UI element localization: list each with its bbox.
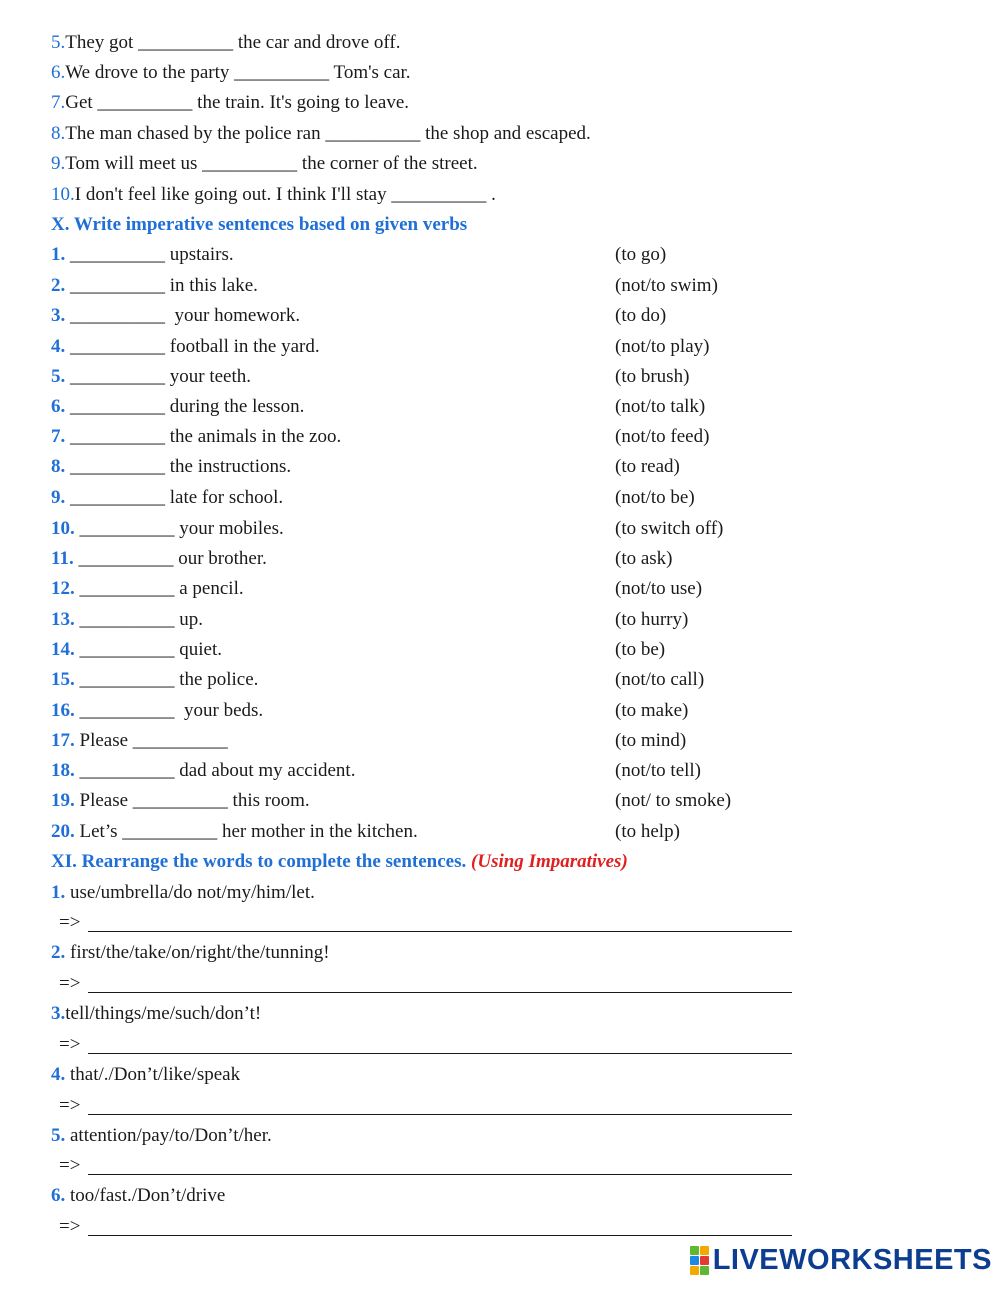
blocks-icon bbox=[690, 1246, 709, 1275]
item-number: 17. bbox=[51, 730, 75, 751]
exercise-x-item-17 bbox=[51, 730, 228, 752]
item-text: __________ your teeth. bbox=[65, 366, 252, 387]
item-number: 10. bbox=[51, 184, 75, 205]
verb-hint: (to brush) bbox=[615, 366, 690, 387]
exercise-9-item-6 bbox=[51, 62, 411, 84]
item-number: 6. bbox=[51, 1185, 66, 1206]
item-number: 1. bbox=[51, 244, 66, 265]
item-number: 3. bbox=[51, 1003, 66, 1024]
verb-hint: (to switch off) bbox=[615, 518, 724, 539]
section-xi-title: XI. Rearrange the words to complete the sentences. bbox=[51, 851, 472, 872]
section-xi-heading bbox=[51, 851, 628, 873]
exercise-x-item-3 bbox=[51, 305, 300, 327]
item-text: __________ your beds. bbox=[74, 700, 264, 721]
item-number: 19. bbox=[51, 790, 75, 811]
item-number: 13. bbox=[51, 609, 75, 630]
item-text: use/umbrella/do not/my/him/let. bbox=[65, 882, 315, 903]
verb-hint: (not/to swim) bbox=[615, 275, 718, 296]
item-number: 12. bbox=[51, 578, 75, 599]
exercise-x-item-7 bbox=[51, 426, 341, 448]
exercise-x-item-18 bbox=[51, 760, 355, 782]
section-xi-note: (Using Imparatives) bbox=[471, 851, 628, 872]
item-number: 3. bbox=[51, 305, 66, 326]
item-number: 7. bbox=[51, 92, 66, 113]
section-x-heading: X. Write imperative sentences based on given verbs bbox=[51, 214, 468, 235]
exercise-x-item-19 bbox=[51, 790, 310, 812]
item-number: 8. bbox=[51, 456, 66, 477]
item-text: The man chased by the police ran __________ the shop and escaped. bbox=[65, 123, 591, 144]
item-number: 8. bbox=[51, 123, 66, 144]
exercise-xi-item-3 bbox=[51, 1003, 261, 1025]
exercise-x-item-14 bbox=[51, 639, 222, 661]
item-number: 11. bbox=[51, 548, 74, 569]
verb-hint: (not/to tell) bbox=[615, 760, 702, 781]
item-number: 4. bbox=[51, 336, 66, 357]
item-text: __________ quiet. bbox=[74, 639, 222, 660]
item-number: 6. bbox=[51, 62, 66, 83]
item-text: __________ our brother. bbox=[73, 548, 267, 569]
item-number: 2. bbox=[51, 942, 66, 963]
verb-hint: (to do) bbox=[615, 305, 667, 326]
item-text: __________ a pencil. bbox=[74, 578, 244, 599]
item-text: __________ upstairs. bbox=[65, 244, 234, 265]
answer-line[interactable] bbox=[88, 1053, 792, 1054]
exercise-xi-item-1 bbox=[51, 882, 315, 904]
exercise-x-item-5 bbox=[51, 366, 251, 388]
exercise-x-item-16 bbox=[51, 700, 263, 722]
exercise-9-item-10 bbox=[51, 184, 496, 206]
answer-arrow: => bbox=[59, 912, 81, 933]
answer-arrow: => bbox=[59, 1034, 81, 1055]
item-number: 5. bbox=[51, 366, 66, 387]
verb-hint: (to hurry) bbox=[615, 609, 689, 630]
answer-line[interactable] bbox=[88, 992, 792, 993]
verb-hint: (not/to use) bbox=[615, 578, 703, 599]
verb-hint: (to ask) bbox=[615, 548, 673, 569]
exercise-x-item-20 bbox=[51, 821, 418, 843]
exercise-9-item-9 bbox=[51, 153, 478, 175]
verb-hint: (not/to talk) bbox=[615, 396, 706, 417]
item-text: __________ late for school. bbox=[65, 487, 284, 508]
item-number: 7. bbox=[51, 426, 66, 447]
item-number: 20. bbox=[51, 821, 75, 842]
verb-hint: (not/to be) bbox=[615, 487, 695, 508]
item-number: 5. bbox=[51, 1125, 66, 1146]
item-text: Get __________ the train. It's going to leave. bbox=[65, 92, 410, 113]
exercise-x-item-1 bbox=[51, 244, 234, 266]
item-text: __________ in this lake. bbox=[65, 275, 258, 296]
answer-arrow: => bbox=[59, 1095, 81, 1116]
exercise-x-item-9 bbox=[51, 487, 283, 509]
liveworksheets-logo bbox=[690, 1244, 992, 1277]
item-text: Please __________ this room. bbox=[74, 790, 310, 811]
item-text: Tom will meet us __________ the corner of the street. bbox=[65, 153, 478, 174]
item-text: Please __________ bbox=[74, 730, 228, 751]
exercise-9-item-7 bbox=[51, 92, 409, 114]
item-text: __________ the animals in the zoo. bbox=[65, 426, 342, 447]
exercise-xi-item-4 bbox=[51, 1064, 240, 1086]
item-number: 4. bbox=[51, 1064, 66, 1085]
answer-line[interactable] bbox=[88, 1114, 792, 1115]
verb-hint: (to be) bbox=[615, 639, 666, 660]
exercise-xi-item-2 bbox=[51, 942, 330, 964]
item-text: attention/pay/to/Don’t/her. bbox=[65, 1125, 272, 1146]
item-text: We drove to the party __________ Tom's car. bbox=[65, 62, 411, 83]
verb-hint: (not/to play) bbox=[615, 336, 710, 357]
item-number: 9. bbox=[51, 487, 66, 508]
item-text: __________ football in the yard. bbox=[65, 336, 320, 357]
answer-arrow: => bbox=[59, 1155, 81, 1176]
exercise-x-item-15 bbox=[51, 669, 258, 691]
item-text: __________ dad about my accident. bbox=[74, 760, 356, 781]
verb-hint: (to go) bbox=[615, 244, 667, 265]
verb-hint: (not/to call) bbox=[615, 669, 705, 690]
exercise-9-item-5 bbox=[51, 32, 400, 54]
item-text: __________ up. bbox=[74, 609, 203, 630]
item-text: __________ during the lesson. bbox=[65, 396, 305, 417]
exercise-x-item-10 bbox=[51, 518, 284, 540]
item-text: __________ your homework. bbox=[65, 305, 301, 326]
verb-hint: (to read) bbox=[615, 456, 680, 477]
item-number: 16. bbox=[51, 700, 75, 721]
item-text: __________ your mobiles. bbox=[74, 518, 284, 539]
verb-hint: (not/to feed) bbox=[615, 426, 710, 447]
item-number: 15. bbox=[51, 669, 75, 690]
verb-hint: (to mind) bbox=[615, 730, 687, 751]
item-number: 2. bbox=[51, 275, 66, 296]
exercise-x-item-8 bbox=[51, 456, 291, 478]
item-number: 9. bbox=[51, 153, 66, 174]
item-text: that/./Don’t/like/speak bbox=[65, 1064, 241, 1085]
answer-arrow: => bbox=[59, 973, 81, 994]
item-number: 10. bbox=[51, 518, 75, 539]
item-text: first/the/take/on/right/the/tunning! bbox=[65, 942, 330, 963]
item-number: 14. bbox=[51, 639, 75, 660]
exercise-x-item-12 bbox=[51, 578, 244, 600]
answer-line[interactable] bbox=[88, 1235, 792, 1236]
exercise-xi-item-6 bbox=[51, 1185, 225, 1207]
brand-name: LIVEWORKSHEETS bbox=[712, 1244, 992, 1276]
answer-line[interactable] bbox=[88, 931, 792, 932]
exercise-x-item-2 bbox=[51, 275, 258, 297]
exercise-xi-item-5 bbox=[51, 1125, 272, 1147]
exercise-x-item-13 bbox=[51, 609, 203, 631]
item-text: I don't feel like going out. I think I'll stay __________ . bbox=[74, 184, 496, 205]
item-text: Let’s __________ her mother in the kitchen. bbox=[74, 821, 418, 842]
answer-arrow: => bbox=[59, 1216, 81, 1237]
item-text: __________ the police. bbox=[74, 669, 259, 690]
verb-hint: (to help) bbox=[615, 821, 680, 842]
verb-hint: (not/ to smoke) bbox=[615, 790, 732, 811]
verb-hint: (to make) bbox=[615, 700, 689, 721]
item-number: 1. bbox=[51, 882, 66, 903]
item-number: 18. bbox=[51, 760, 75, 781]
exercise-9-item-8 bbox=[51, 123, 591, 145]
answer-line[interactable] bbox=[88, 1174, 792, 1175]
exercise-x-item-4 bbox=[51, 336, 320, 358]
item-number: 6. bbox=[51, 396, 66, 417]
item-text: They got __________ the car and drove off. bbox=[65, 32, 401, 53]
exercise-x-item-6 bbox=[51, 396, 304, 418]
item-text: tell/things/me/such/don’t! bbox=[65, 1003, 262, 1024]
item-text: too/fast./Don’t/drive bbox=[65, 1185, 226, 1206]
exercise-x-item-11 bbox=[51, 548, 267, 570]
item-text: __________ the instructions. bbox=[65, 456, 292, 477]
item-number: 5. bbox=[51, 32, 66, 53]
